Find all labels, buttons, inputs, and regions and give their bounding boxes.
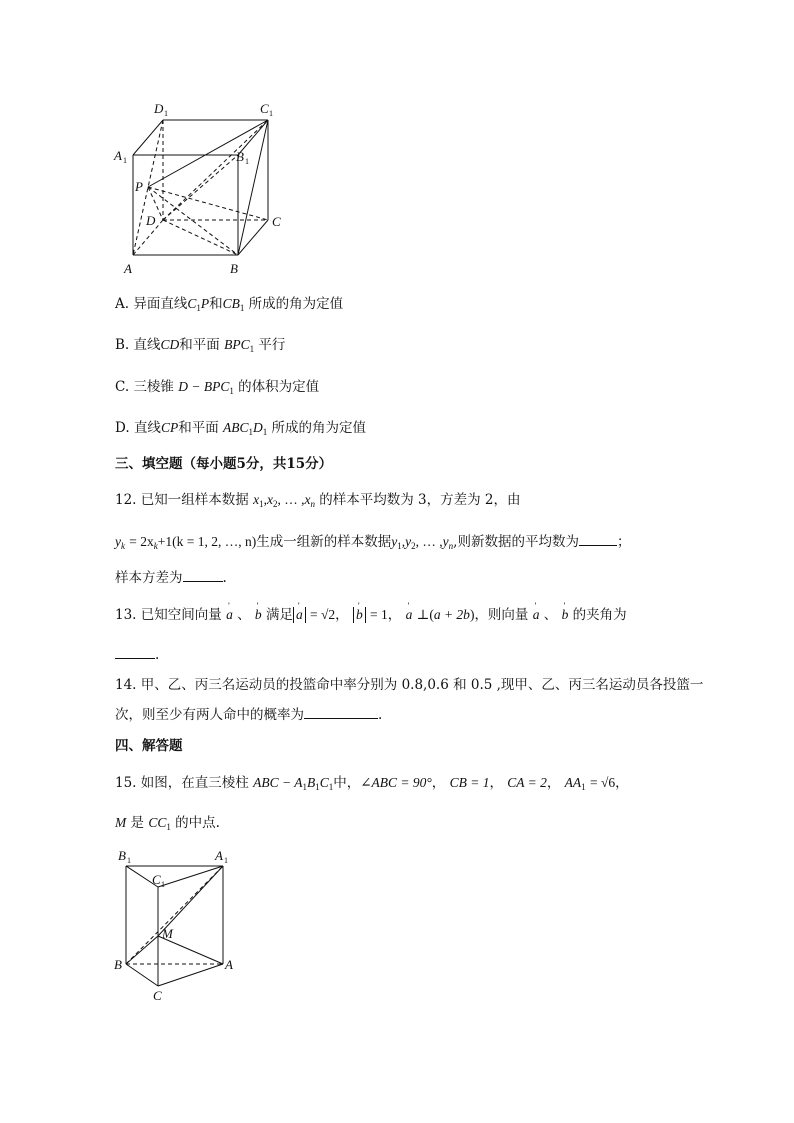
label-d: D: [146, 213, 156, 228]
option-a: A. 异面直线$C_1P$和$CB_1$ 所成的角为定值: [115, 296, 344, 313]
edge-bc: [238, 220, 268, 255]
answer-blank-angle[interactable]: [115, 646, 155, 659]
label-a1: A: [215, 848, 223, 863]
segment-db-hidden: [163, 220, 238, 255]
question-14-line1: 14. 甲、乙、丙三名运动员的投篮命中率分别为 0.8,0.6 和 0.5 ,现甲、乙、丙三名运动员各投篮一: [115, 677, 704, 693]
option-c: C. 三棱锥 $D - BPC_1$ 的体积为定值: [115, 379, 320, 396]
segment-bm: [126, 936, 158, 964]
edge-ca: [158, 964, 223, 986]
answer-blank-variance[interactable]: [183, 569, 223, 582]
label-p: P: [135, 179, 143, 194]
svg-text:1: 1: [164, 109, 168, 118]
edge-a1d1: [133, 120, 163, 155]
segment-pc-hidden: [148, 187, 268, 220]
label-b1: B: [236, 149, 244, 164]
svg-text:1: 1: [269, 109, 273, 118]
question-13-line1: 13. 已知空间向量 ' a 、 ' b 满足' a = √2， ' b = 1， ' a ⊥(a + 2b)，则向量 ' a 、 ' b 的夹角为: [115, 606, 627, 624]
option-d: D. 直线CP和平面 $ABC_1D_1$ 所成的角为定值: [115, 420, 367, 437]
label-b: B: [230, 261, 238, 276]
edge-bc: [126, 964, 158, 986]
label-a1: A: [114, 148, 122, 163]
question-12-line1: 12. 已知一组样本数据 $x_1,x_2$, … $,x_n$ 的样本平均数为 3，方差为 2，由: [115, 492, 521, 509]
label-c1: C: [152, 872, 161, 887]
question-15-line1: 15. 如图，在直三棱柱 ABC − $A_1B_1C_1$中，∠ABC = 90°， CB = 1， CA = 2， $AA_1 = √6$，: [115, 775, 629, 792]
option-b: B. 直线CD和平面 $BPC_1$ 平行: [115, 337, 286, 354]
label-b1: B: [118, 848, 126, 863]
svg-text:1: 1: [127, 856, 131, 865]
segment-db1-hidden: [163, 155, 238, 220]
question-14-line2: 次，则至少有两人命中的概率为 .: [115, 707, 383, 723]
question-12-line3: 样本方差为 .: [115, 570, 227, 586]
segment-ba1-hidden: [126, 866, 223, 964]
question-15-line2: M 是 $CC_1$ 的中点.: [115, 815, 220, 832]
prism-figure: [108, 846, 248, 1006]
section-heading-fill-in: 三、填空题（每小题5分，共15分）: [115, 456, 333, 472]
question-13-line2: .: [115, 646, 159, 664]
answer-blank-mean[interactable]: [579, 533, 617, 546]
question-12-line2: $y_k = 2x_k+1(k = 1$, 2, …, n)生成一组新的样本数据$y_1,y_2$, … $,y_n$,则新数据的平均数为 ；: [115, 534, 631, 551]
svg-text:1: 1: [224, 856, 228, 865]
segment-pc1: [148, 120, 268, 187]
edge-bc1: [238, 120, 268, 255]
label-c1: C: [260, 101, 269, 116]
section-heading-solve: 四、解答题: [115, 738, 183, 754]
label-d1: D: [154, 101, 164, 116]
label-b: B: [114, 957, 122, 972]
svg-text:1: 1: [123, 156, 127, 165]
svg-text:1: 1: [161, 880, 165, 889]
cube-figure: [108, 95, 298, 280]
label-a: A: [124, 261, 132, 276]
label-m: M: [162, 926, 173, 941]
label-c: C: [153, 988, 162, 1003]
label-c: C: [272, 214, 281, 229]
svg-text:1: 1: [245, 157, 249, 166]
answer-blank-probability[interactable]: [304, 706, 378, 719]
label-a: A: [225, 957, 233, 972]
